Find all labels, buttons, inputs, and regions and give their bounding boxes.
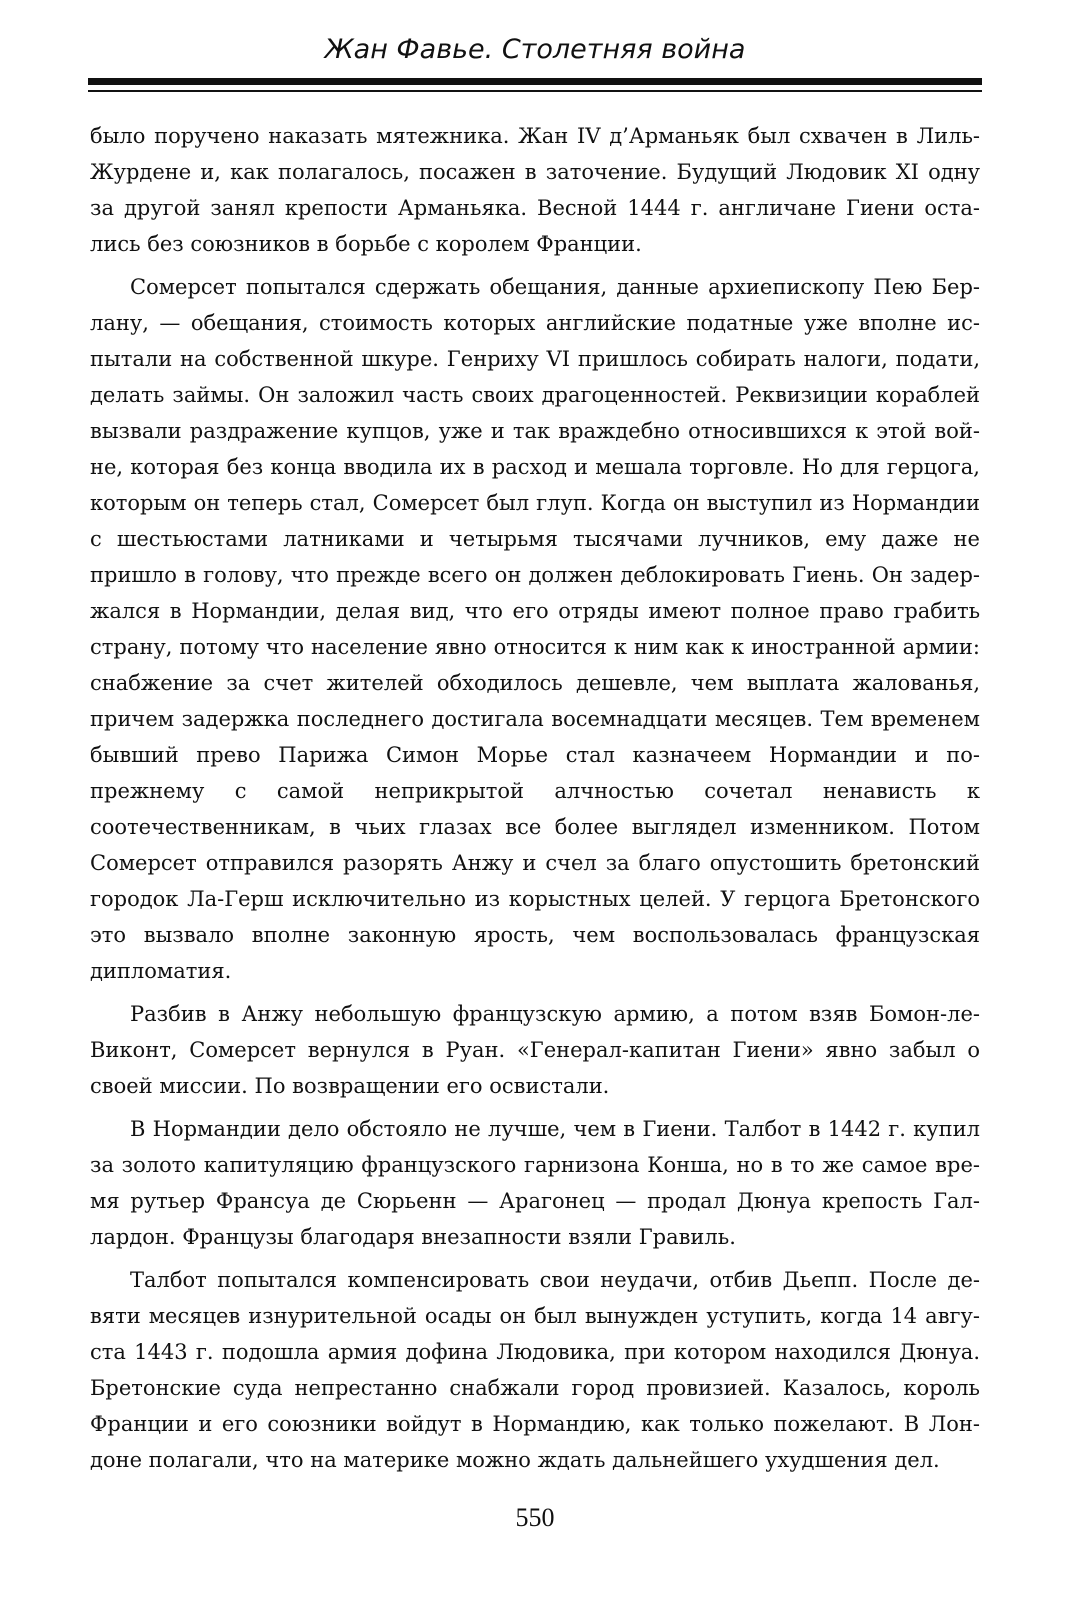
paragraph: В Нормандии дело обстояло не лучше, чем в Гиени. Талбот в 1442 г. купил за золото капитуляцию французского гарнизона Конша, но в то же самое время рутьер Франсуа де Сюрьенн — Арагонец — продал Дюнуа крепость Галлардон. Французы благодаря внезапности взяли Гравиль. [90, 1117, 980, 1249]
running-header: Жан Фавье. Столетняя война [324, 34, 746, 65]
page-number: 550 [515, 1503, 555, 1532]
header-rule-thick [88, 78, 982, 85]
paragraph: Разбив в Анжу небольшую французскую армию, а потом взяв Бомон-ле-Виконт, Сомерсет вернулся в Руан. «Генерал-капитан Гиени» явно забыл о своей миссии. По возвращении его освистали. [90, 1002, 980, 1098]
paragraph: было поручено наказать мятежника. Жан IV д’Арманьяк был схвачен в Лиль-Журдене и, как полагалось, посажен в заточение. Будущий Людовик XI одну за другой занял крепости Арманьяка. Весной 1444 г. англичане Гиени остались без союзников в борьбе с королем Франции. [90, 124, 980, 256]
paragraph: Талбот попытался компенсировать свои неудачи, отбив Дьепп. После девяти месяцев изнурительной осады он был вынужден уступить, когда 14 августа 1443 г. подошла армия дофина Людовика, при котором находился Дюнуа. Бретонские суда непрестанно снабжали город провизией. Казалось, король Франции и его союзники войдут в Нормандию, как только пожелают. В Лондоне полагали, что на материке можно ждать дальнейшего ухудшения дел. [90, 1268, 980, 1472]
header-rule-thin [88, 90, 982, 92]
paragraph: Сомерсет попытался сдержать обещания, данные архиепископу Пею Берлану, — обещания, стоимость которых английские податные уже вполне испытали на собственной шкуре. Генриху VI пришлось собирать налоги, подати, делать займы. Он заложил часть своих драгоценностей. Реквизиции кораблей вызвали раздражение купцов, уже и так враждебно относившихся к этой войне, которая без конца вводила их в расход и мешала торговле. Но для герцога, которым он теперь стал, Сомерсет был глуп. Когда он выступил из Нормандии с шестьюстами латниками и четырьмя тысячами лучников, ему даже не пришло в голову, что прежде всего он должен деблокировать Гиень. Он задержался в Нормандии, делая вид, что его отряды имеют полное право грабить страну, потому что население явно относится к ним как к иностранной армии: снабжение за счет жителей обходилось дешевле, чем выплата жалованья, причем задержка последнего достигала восемнадцати месяцев. Тем временем бывший прево Парижа Симон Морье стал казначеем Нормандии и по-прежнему с самой неприкрытой алчностью сочетал ненависть к соотечественникам, в чьих глазах все более выглядел изменником. Потом Сомерсет отправился разорять Анжу и счел за благо опустошить бретонский городок Ла-Герш исключительно из корыстных целей. У герцога Бретонского это вызвало вполне законную ярость, чем воспользовалась французская дипломатия. [90, 275, 980, 983]
body-text [90, 118, 980, 1485]
